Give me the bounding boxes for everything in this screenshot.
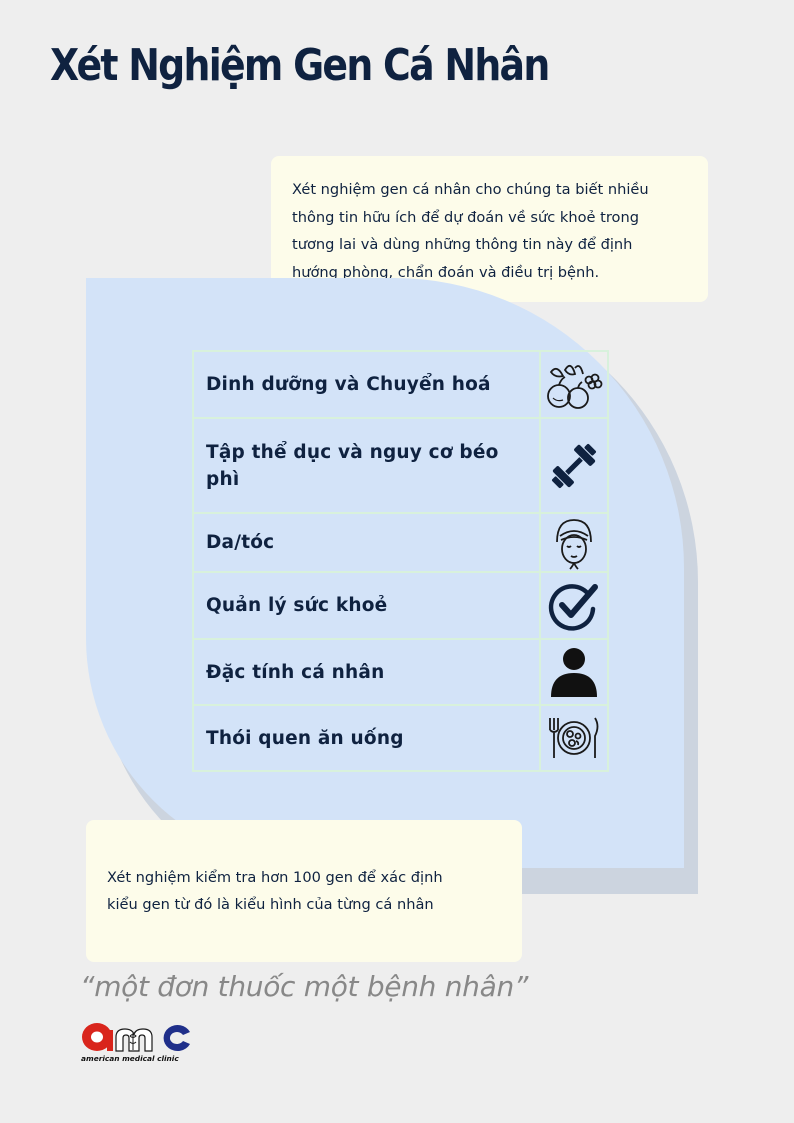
feature-row [193, 418, 608, 513]
fruit-basket-icon [545, 358, 603, 412]
bottom-card-line: Xét nghiệm kiểm tra hơn 100 gen để xác định [107, 869, 443, 886]
amc-logo-mark [80, 1020, 194, 1064]
amc-logo [80, 1020, 194, 1068]
feature-label: Tập thể dục và nguy cơ béo phì [193, 418, 540, 513]
feature-row [193, 705, 608, 771]
intro-line: thông tin hữu ích để dự đoán về sức khoẻ trong [292, 208, 639, 226]
intro-line: hướng phòng, chẩn đoán và điều trị bệnh. [292, 263, 600, 281]
plate-cutlery-icon [545, 714, 603, 762]
amc-tagline: american medical clinic [81, 1054, 179, 1063]
feature-row [193, 572, 608, 639]
intro-line: tương lai và dùng những thông tin này để định [292, 236, 633, 253]
feature-label: Đặc tính cá nhân [193, 639, 540, 705]
person-icon [548, 645, 600, 699]
page-title: Xét Nghiệm Gen Cá Nhân [50, 40, 549, 91]
feature-label: Thói quen ăn uống [193, 705, 540, 771]
feature-row [193, 639, 608, 705]
quote: “một đơn thuốc một bệnh nhân” [80, 970, 529, 1003]
feature-label: Da/tóc [193, 513, 540, 572]
checkmark-circle-icon [547, 579, 601, 633]
intro-line: Xét nghiệm gen cá nhân cho chúng ta biết nhiều [292, 181, 649, 198]
bottom-card [86, 820, 522, 962]
feature-label: Dinh dưỡng và Chuyển hoá [193, 351, 540, 418]
bottom-card-line: kiểu gen từ đó là kiểu hình của từng cá nhân [107, 896, 434, 913]
dumbbell-icon [546, 439, 602, 493]
feature-row [193, 351, 608, 418]
feature-table [192, 350, 609, 772]
feature-row [193, 513, 608, 572]
feature-label: Quản lý sức khoẻ [193, 572, 540, 639]
face-towel-icon [551, 516, 597, 570]
